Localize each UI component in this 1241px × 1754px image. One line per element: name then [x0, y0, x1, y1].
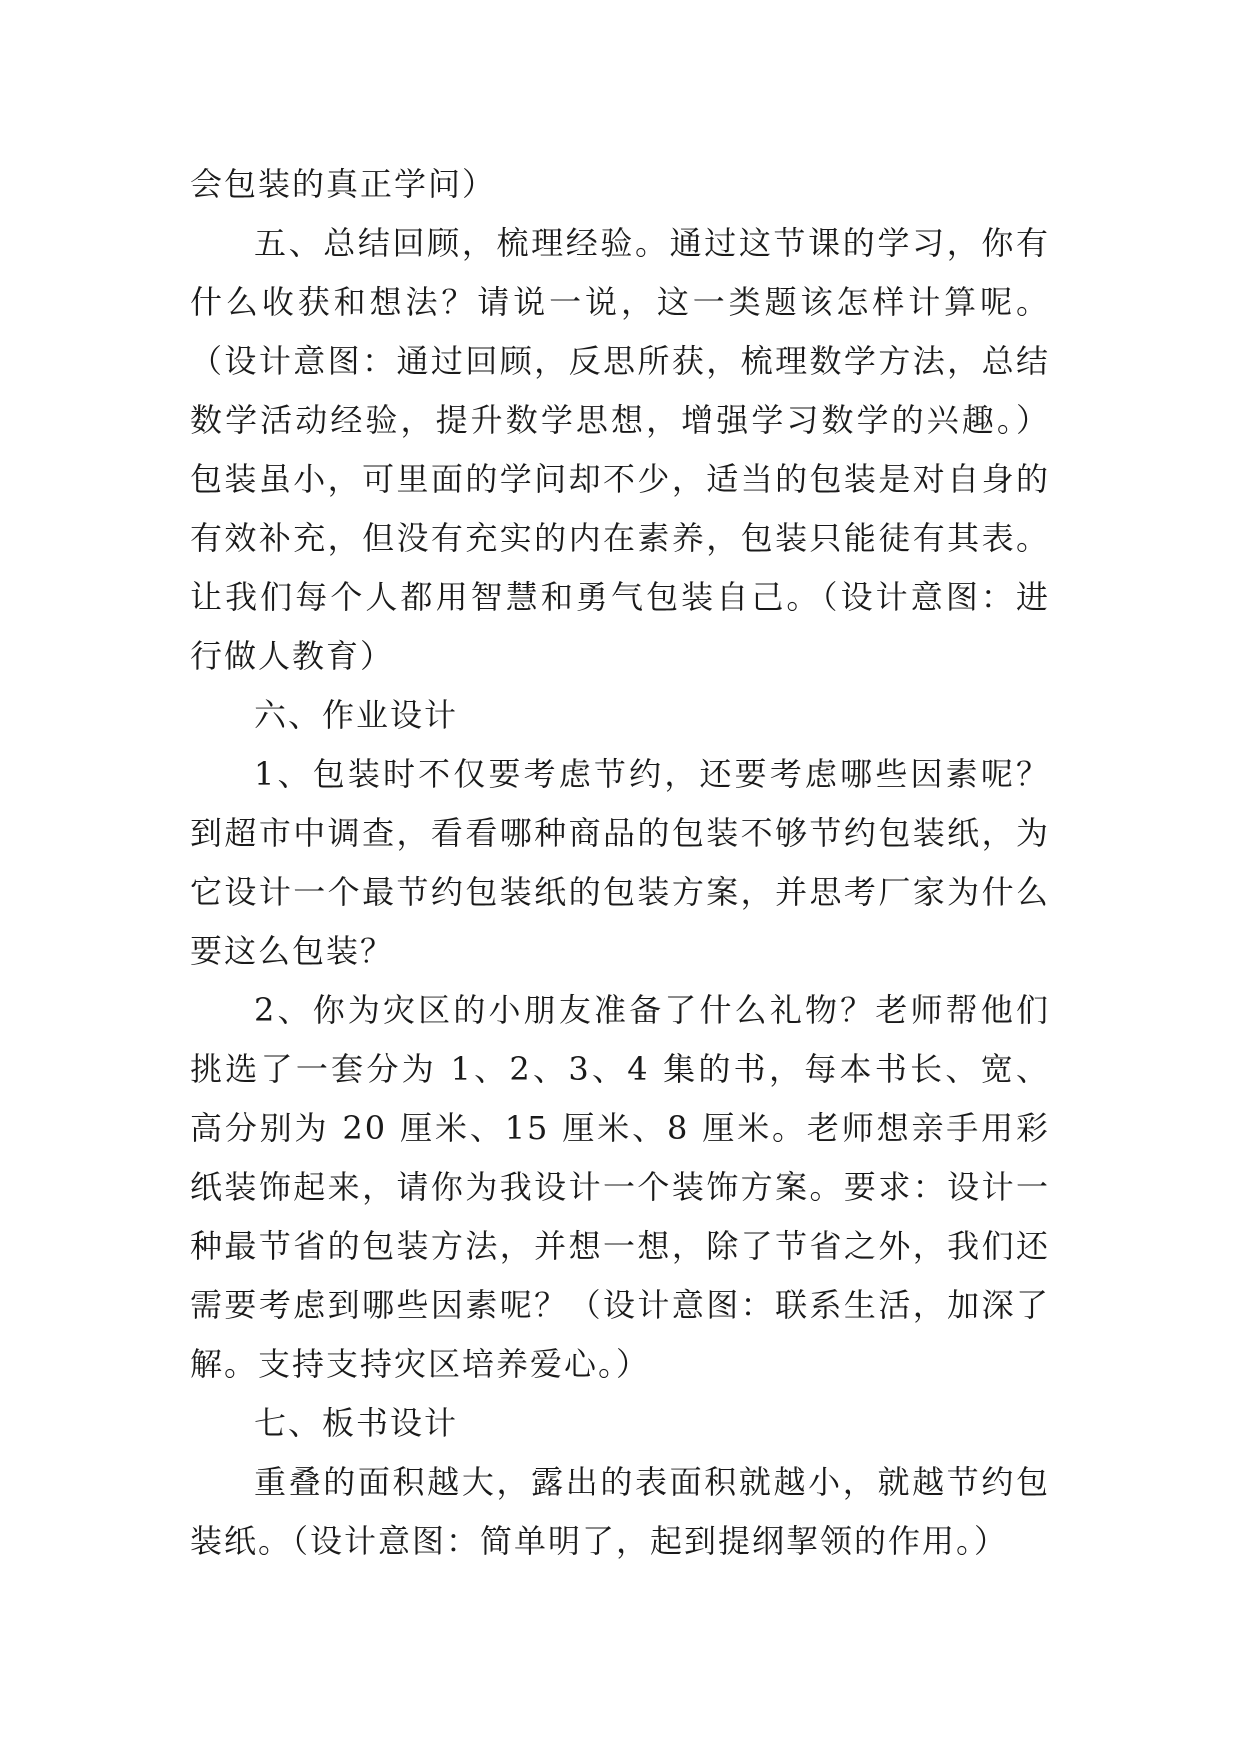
- heading-blackboard-design: 七、板书设计: [254, 1404, 459, 1442]
- paragraph-summary-review: 五、总结回顾，梳理经验。通过这节课的学习，你有什么收获和想法？请说一说，这一类题该怎样计算呢。（设计意图：通过回顾，反思所获，梳理数学方法，总结数学活动经验，提升数学思想，增强学习数学的兴趣。）包装虽小，可里面的学问却不少，适当的包装是对自身的有效补充，但没有充实的内在素养，包装只能徒有其表。让我们每个人都用智慧和勇气包装自己。（设计意图：进行做人教育）: [190, 224, 1050, 675]
- paragraph-homework-2: 2、你为灾区的小朋友准备了什么礼物？老师帮他们挑选了一套分为 1、2、3、4 集的书，每本书长、宽、高分别为 20 厘米、15 厘米、8 厘米。老师想亲手用彩纸装饰起来，请你为我设计一个装饰方案。要求：设计一种最节省的包装方法，并想一想，除了节省之外，我们还需要考虑到哪些因素呢？（设计意图：联系生活，加深了解。支持支持灾区培养爱心。）: [190, 991, 1050, 1383]
- paragraph-continuation: 会包装的真正学问）: [190, 165, 497, 203]
- heading-homework-design: 六、作业设计: [254, 696, 459, 734]
- paragraph-blackboard-content: 重叠的面积越大，露出的表面积就越小，就越节约包装纸。（设计意图：简单明了，起到提纲挈领的作用。）: [190, 1463, 1050, 1560]
- document-body: [190, 155, 1050, 1571]
- paragraph-homework-1: 1、包装时不仅要考虑节约，还要考虑哪些因素呢？到超市中调查，看看哪种商品的包装不够节约包装纸，为它设计一个最节约包装纸的包装方案，并思考厂家为什么要这么包装？: [190, 755, 1050, 970]
